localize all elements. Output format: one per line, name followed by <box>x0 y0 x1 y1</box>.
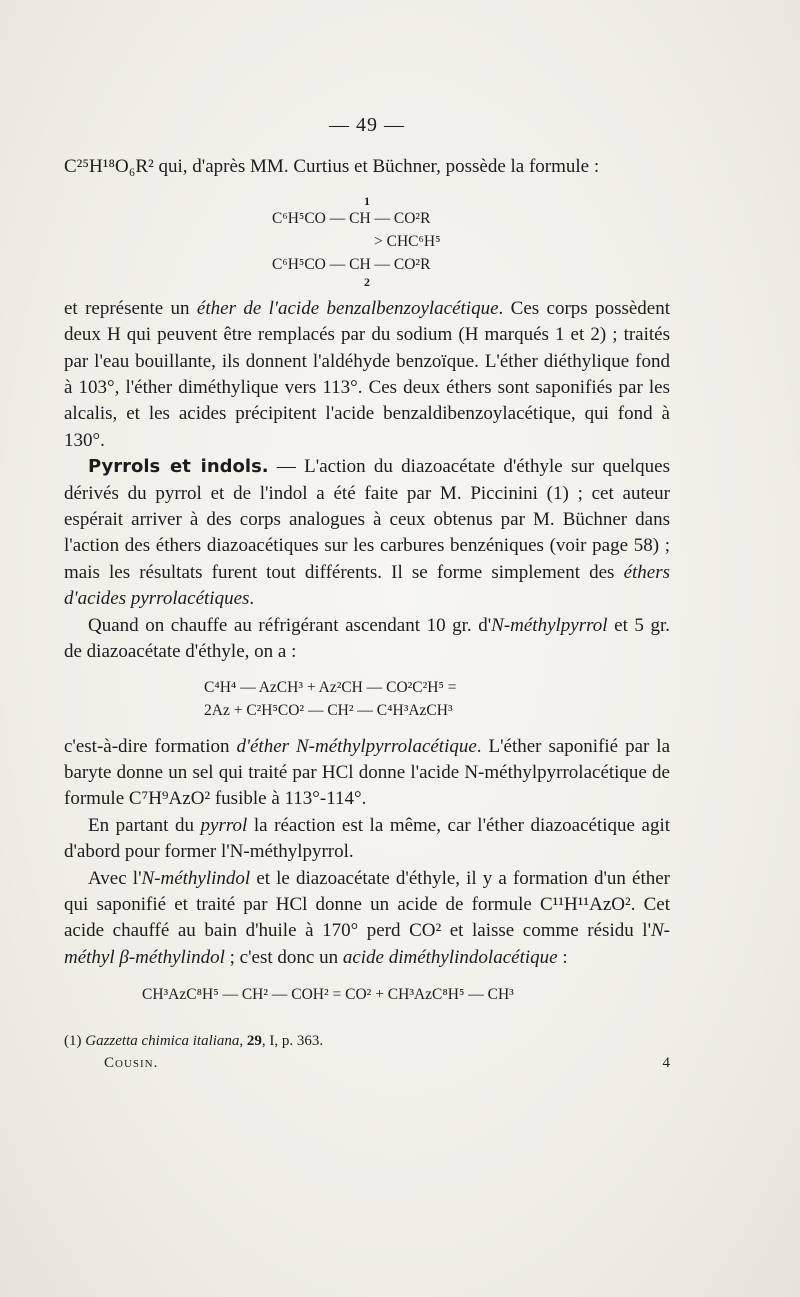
signature-name: Cousin. <box>104 1055 159 1072</box>
page-text <box>64 112 670 1074</box>
paragraph-3 <box>64 613 670 666</box>
formula-line-1: C⁶H⁵CO — CH — CO²R <box>272 209 431 227</box>
paragraph-6-text-c: ; c'est donc un <box>224 946 343 968</box>
paragraph-4-emphasis: d'éther N-méthylpyrrolacétique <box>236 735 477 757</box>
paragraph-6-text-d: : <box>557 946 568 968</box>
paragraph-4-text-a: c'est-à-dire formation <box>64 735 237 757</box>
footnote <box>64 1030 670 1052</box>
paragraph-6-text-b: et le diazoacétate d'éthyle, il y a formation d'un éther qui saponifié et traité par HCl donne un acide de formule C¹¹H¹¹AzO². Cet acide chauffé au bain d'huile à 170° perd CO² et laisse comme résidu l' <box>64 867 670 942</box>
paragraph-3-emphasis: N-méthylpyrrol <box>491 614 608 636</box>
structural-formula <box>64 195 670 288</box>
paragraph-5 <box>64 813 670 866</box>
paragraph-6-emphasis-3: acide diméthylindolacétique <box>342 946 558 968</box>
paragraph-5-text-a: En partant du <box>88 814 201 836</box>
paragraph-5-emphasis: pyrrol <box>200 814 248 836</box>
paragraph-6-emphasis-2: N-méthyl β-méthylindol <box>64 920 670 968</box>
paragraph-6-emphasis-1: N-méthylindol <box>141 867 251 889</box>
footnote-rest: , I, p. 363. <box>261 1033 324 1050</box>
page-number: — 49 — <box>329 114 405 136</box>
formula-mark-2: 2 <box>364 274 370 289</box>
reaction-equation <box>64 676 670 722</box>
paragraph-5-text-b: la réaction est la même, car l'éther diazoacétique agit d'abord pour former l'N-méthylpyrrol. <box>64 814 671 863</box>
paragraph-3-text-b: et 5 gr. de diazoacétate d'éthyle, on a : <box>64 614 670 663</box>
formula-line-2: > CHC⁶H⁵ <box>374 232 441 250</box>
paragraph-4-text-b: . L'éther saponifié par la baryte donne un sel qui traité par HCl donne l'acide N-méthylpyrrolacétique de formule C⁷H⁹AzO² fusible à 113°-114°. <box>64 735 670 810</box>
signature-line <box>64 1052 670 1074</box>
footnote-mark: (1) <box>64 1033 82 1050</box>
intro-line: C²⁵H¹⁸O₆R² qui, d'après MM. Curtius et Büchner, possède la formule : <box>64 156 600 178</box>
section-heading: Pyrrols et indols. <box>88 456 269 478</box>
footnote-source: Gazzetta chimica italiana, <box>85 1033 244 1050</box>
paragraph-2-emphasis: éthers d'acides pyrrolacétiques <box>64 561 670 610</box>
paragraph-2-text-b: . <box>249 588 255 610</box>
paragraph-3-text-a: Quand on chauffe au réfrigérant ascendant 10 gr. d' <box>88 614 492 636</box>
paragraph-6-text-a: Avec l' <box>88 867 142 889</box>
equation-line-2: 2Az + C²H⁵CO² — CH² — C⁴H³AzCH³ <box>204 701 453 719</box>
paragraph-1 <box>64 296 670 454</box>
paragraph-1-emphasis: éther de l'acide benzalbenzoylacétique <box>196 297 499 319</box>
formula-line-3: C⁶H⁵CO — CH — CO²R <box>272 255 431 273</box>
footnote-volume: 29 <box>246 1033 262 1050</box>
equation-line-1: C⁴H⁴ — AzCH³ + Az²CH — CO²C²H⁵ = <box>204 678 457 696</box>
paragraph-2-text-a: — L'action du diazoacétate d'éthyle sur quelques dérivés du pyrrol et de l'indol a été faite par M. Piccinini (1) ; cet auteur espérait arriver à des corps analogues à ceux obtenus par M. Büchner dans l'action des éthers diazoacétiques sur les carbures benzéniques (voir page 58) ; mais les résultats furent tout différents. Il se forme simplement des <box>64 456 670 583</box>
formula-mark-1: 1 <box>364 193 370 208</box>
paragraph-6 <box>64 866 670 972</box>
decarboxylation-equation: CH³AzC⁸H⁵ — CH² — COH² = CO² + CH³AzC⁸H⁵ — CH³ <box>142 986 514 1004</box>
signature-number: 4 <box>662 1055 670 1072</box>
paragraph-2 <box>64 454 670 612</box>
paragraph-1-text-b: . Ces corps possèdent deux H qui peuvent être remplacés par du sodium (H marqués 1 et 2) ; traités par l'eau bouillante, ils donnent l'aldéhyde benzoïque. L'éther diéthylique fond à 103°, l'éther diméthylique vers 113°. Ces deux éthers sont saponifiés par les alcalis, et les acides précipitent l'acide benzaldibenzoylacétique, qui fond à 130°. <box>64 297 671 451</box>
paragraph-4 <box>64 734 670 813</box>
paragraph-1-text-a: et représente un <box>64 297 197 319</box>
